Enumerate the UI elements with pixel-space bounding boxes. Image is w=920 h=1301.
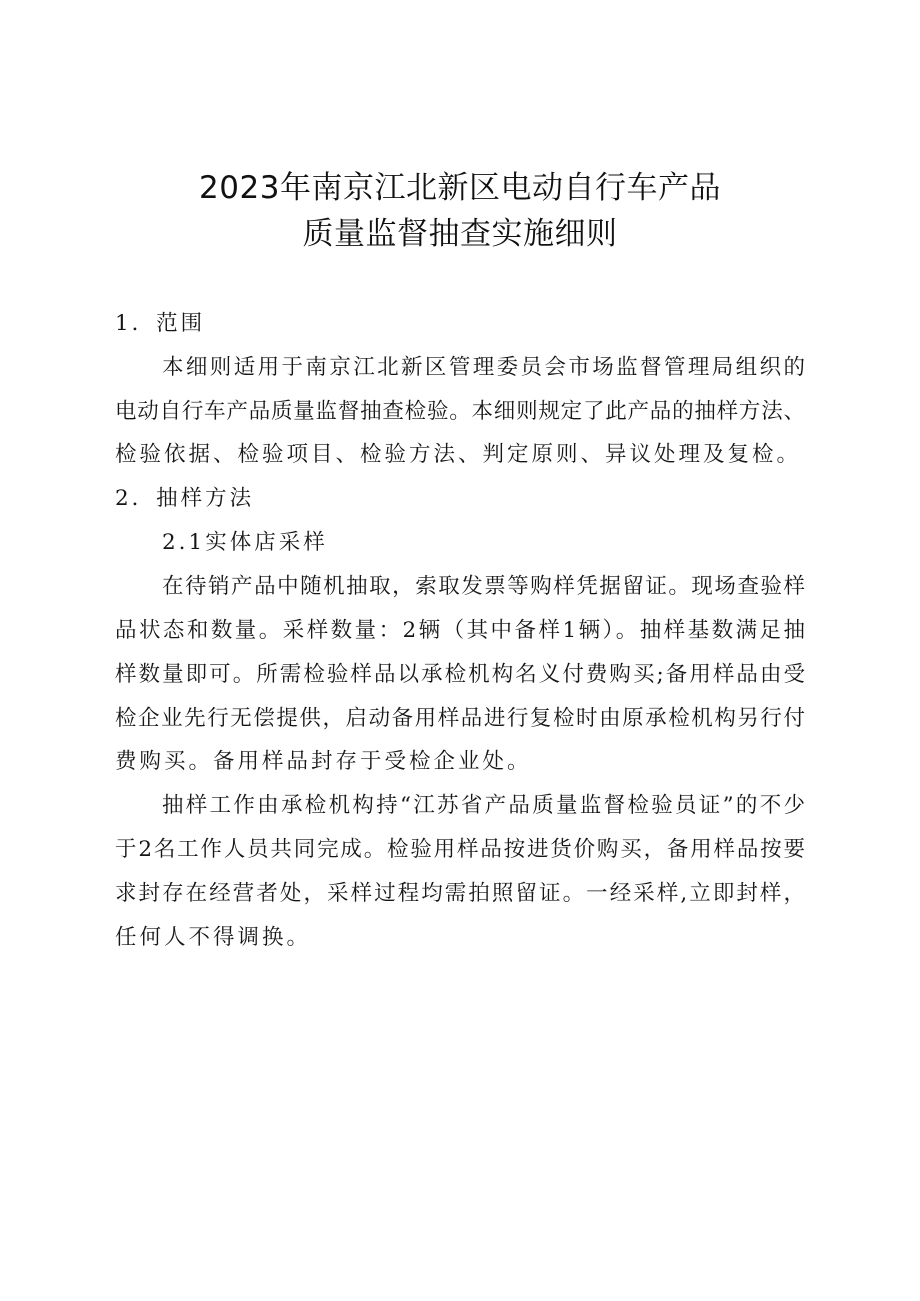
document-title-line-1: 2023年南京江北新区电动自行车产品 [199,170,721,206]
section-2-1-para-2-line-3: 求封存在经营者处，采样过程均需拍照留证。一经采样,立即封样， [115,881,805,906]
section-2-1-para-2-line-2: 于2名工作人员共同完成。检验用样品按进货价购买，备用样品按要 [115,837,805,862]
section-2-1-heading: 2.1实体店采样 [162,530,328,555]
document-title-line-2: 质量监督抽查实施细则 [302,216,618,252]
section-1-line-1: 本细则适用于南京江北新区管理委员会市场监督管理局组织的 [162,355,805,380]
section-2-1-para-1-line-5: 费购买。备用样品封存于受检企业处。 [115,749,532,774]
section-2-heading: 2．抽样方法 [115,486,255,511]
section-2-1-para-2-line-4: 任何人不得调换。 [115,925,312,950]
section-2-1-para-1-line-1: 在待销产品中随机抽取，索取发票等购样凭据留证。现场查验样 [162,574,805,599]
section-1-heading: 1．范围 [115,311,206,336]
section-1-line-2: 电动自行车产品质量监督抽查检验。本细则规定了此产品的抽样方法、 [115,399,805,424]
section-2-1-para-1-line-3: 样数量即可。所需检验样品以承检机构名义付费购买;备用样品由受 [115,662,805,687]
section-2-1-para-2-line-1: 抽样工作由承检机构持“江苏省产品质量监督检验员证”的不少 [162,793,805,818]
section-1-line-3: 检验依据、检验项目、检验方法、判定原则、异议处理及复检。 [115,442,802,467]
section-2-1-para-1-line-4: 检企业先行无偿提供，启动备用样品进行复检时由原承检机构另行付 [115,706,805,731]
section-2-1-para-1-line-2: 品状态和数量。采样数量：2辆（其中备样1辆）。抽样基数满足抽 [115,618,805,643]
